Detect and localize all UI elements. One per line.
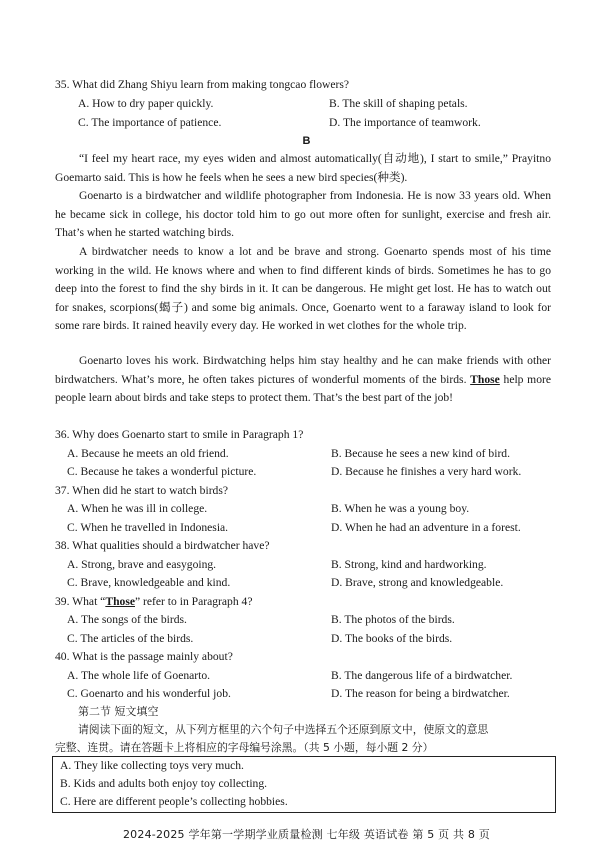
q39-option-a: A. The songs of the birds. (67, 613, 187, 626)
q35-option-a: A. How to dry paper quickly. (78, 97, 214, 110)
q40-option-a: A. The whole life of Goenarto. (67, 669, 211, 682)
box-option-a: A. They like collecting toys very much. (60, 759, 244, 772)
q35-option-c: C. The importance of patience. (78, 116, 222, 129)
question-37-stem: 37. When did he start to watch birds? (55, 484, 229, 497)
q37-option-b: B. When he was a young boy. (331, 502, 470, 515)
question-39-stem: 39. What “Those” refer to in Paragraph 4? (55, 595, 253, 608)
underlined-those: Those (470, 372, 500, 386)
passage-paragraph-4: Goenarto loves his work. Birdwatching helps him stay healthy and he can make friends with other birdwatchers. What’s more, he often takes pictures of wonderful moments of the birds. Those help more people learn about birds and take steps to protect them. That’s the best part of the job! (55, 354, 551, 405)
q38-option-a: A. Strong, brave and easygoing. (67, 558, 217, 571)
q37-option-a: A. When he was ill in college. (67, 502, 208, 515)
q39-option-d: D. The books of the birds. (331, 632, 453, 645)
box-option-c: C. Here are different people’s collecting hobbies. (60, 795, 288, 808)
section-2-heading: 第二节 短文填空 (78, 705, 159, 718)
q37-option-d: D. When he had an adventure in a forest. (331, 521, 521, 534)
q35-option-d: D. The importance of teamwork. (329, 116, 481, 129)
q36-option-c: C. Because he takes a wonderful picture. (67, 465, 257, 478)
section-2-instruction-line-1: 请阅读下面的短文，从下列方框里的六个句子中选择五个还原到原文中，使原文的意思 (78, 723, 489, 736)
passage-paragraph-2: Goenarto is a birdwatcher and wildlife photographer from Indonesia. He is now 33 years old. When he became sick in college, his doctor told him to go out more often for sunlight, exercise and fresh air. That’s when he started watching birds. (55, 189, 551, 240)
q37-option-c: C. When he travelled in Indonesia. (67, 521, 229, 534)
question-40-stem: 40. What is the passage mainly about? (55, 650, 233, 663)
q36-option-b: B. Because he sees a new kind of bird. (331, 447, 511, 460)
section-b-label: B (302, 135, 311, 147)
q36-option-a: A. Because he meets an old friend. (67, 447, 229, 460)
q38-option-c: C. Brave, knowledgeable and kind. (67, 576, 231, 589)
q38-option-b: B. Strong, kind and hardworking. (331, 558, 487, 571)
q40-option-c: C. Goenarto and his wonderful job. (67, 687, 231, 700)
q40-option-d: D. The reason for being a birdwatcher. (331, 687, 510, 700)
question-36-stem: 36. Why does Goenarto start to smile in Paragraph 1? (55, 428, 304, 441)
question-38-stem: 38. What qualities should a birdwatcher have? (55, 539, 270, 552)
q40-option-b: B. The dangerous life of a birdwatcher. (331, 669, 513, 682)
underlined-those-q39: Those (105, 595, 135, 608)
q39-option-c: C. The articles of the birds. (67, 632, 194, 645)
passage-paragraph-1: “I feel my heart race, my eyes widen and almost automatically(自动地), I start to smile,” Prayitno Goemarto said. This is how he feels when he sees a new bird species(种类). (55, 152, 551, 184)
q35-option-b: B. The skill of shaping petals. (329, 97, 468, 110)
sentence-options-box (52, 756, 556, 813)
passage-paragraph-3: A birdwatcher needs to know a lot and be brave and strong. Goenarto spends most of his time working in the wild. He knows where and when to find different kinds of birds. Sometimes he has to go deep into the forest to find the shy birds in it. It can be dangerous. He might get lost. He has to watch out for snakes, scorpions(蝎子) and some big animals. Once, Goenarto went to a faraway island to look for some rare birds. It rained heavily every day. He worked in wet clothes for the whole trip. (55, 245, 551, 333)
q36-option-d: D. Because he finishes a very hard work. (331, 465, 522, 478)
q39-option-b: B. The photos of the birds. (331, 613, 455, 626)
q38-option-d: D. Brave, strong and knowledgeable. (331, 576, 504, 589)
section-2-instruction-line-2: 完整、连贯。请在答题卡上将相应的字母编号涂黑。（共 5 小题，每小题 2 分） (55, 741, 434, 754)
question-35-stem: 35. What did Zhang Shiyu learn from making tongcao flowers? (55, 78, 350, 91)
page-footer: 2024-2025 学年第一学期学业质量检测 七年级 英语试卷 第 5 页 共 8 页 (122, 828, 491, 841)
box-option-b: B. Kids and adults both enjoy toy collecting. (60, 777, 268, 790)
